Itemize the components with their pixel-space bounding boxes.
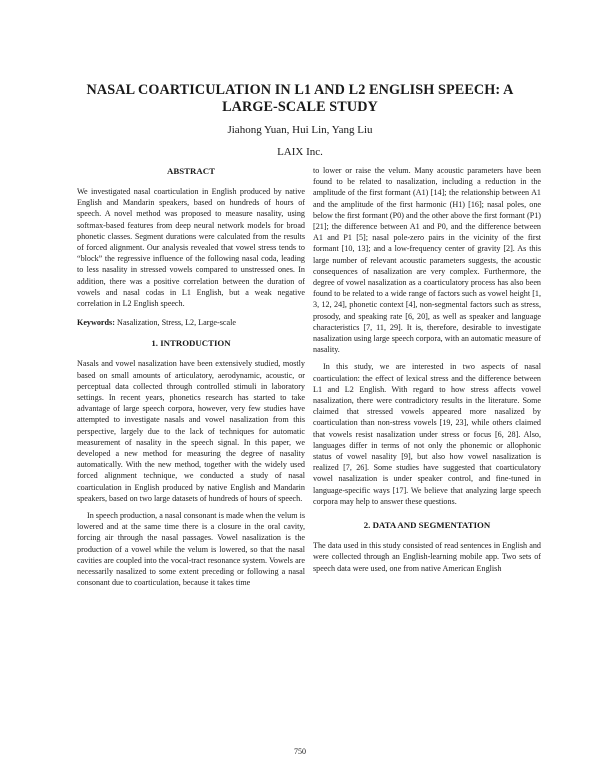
keywords-text: Nasalization, Stress, L2, Large-scale: [116, 318, 236, 328]
abstract-heading: ABSTRACT: [167, 166, 215, 176]
title-line-2: LARGE-SCALE STUDY: [222, 99, 378, 115]
authors: Jiahong Yuan, Hui Lin, Yang Liu: [227, 124, 373, 136]
keywords-label: Keywords:: [77, 318, 115, 328]
paper-title: [70, 82, 530, 116]
section-2-heading: 2. DATA AND SEGMENTATION: [363, 520, 491, 531]
title-line-1: NASAL COARTICULATION IN L1 AND L2 ENGLISH SPEECH: A: [86, 82, 514, 98]
section-1-paragraph-1: Nasals and vowel nasalization have been extensively studied, mostly based on small amounts of articulatory, aerodynamic, acoustic, or perceptual data collected through controlled stimuli in laboratory settings. In recent years, phonetics research has started to take advantage of large speech corpora, however, very few studies have attempted to investigate nasals and vowel nasalization from this perspective, largely due to the lack of techniques for automatic measurement of nasality in the speech signal. In this paper, we developed a new method for measuring the degree of nasality automatically. With the new method, together with the widely used forced alignment technique, we conducted a study of nasal coarticulation in English produced by native English and Mandarin speakers, based on two large datasets of hundreds of hours of speech.: [77, 359, 305, 503]
section-1-heading: 1. INTRODUCTION: [151, 338, 231, 349]
right-paragraph-2: In this study, we are interested in two aspects of nasal coarticulation: the effect of lexical stress and the difference between L1 and L2 English. With regard to how stress affects vowel nasalization, there were contradictory results in the literature. Some claimed that stressed vowels appeared more nasalized by coarticulation than non-stress vowels [19, 23], while others claimed that vowels resist nasalization under stress or focus [6, 28]. Also, languages differ in terms of not only the phonemic or allophonic status of vowel nasality [9], but also how vowel nasalization is realized [7, 26]. Some studies have suggested that coarticulatory vowel nasalization is under speaker control, and fine-tuned in language-specific ways [17]. We believe that analyzing large speech corpora may help to answer these questions.: [313, 362, 541, 506]
affiliation: LAIX Inc.: [277, 146, 323, 158]
page-number: 750: [294, 747, 306, 756]
section-2-paragraph-1: The data used in this study consisted of read sentences in English and were collected through an English-learning mobile app. Two sets of speech data were used, one from native American English: [313, 541, 541, 573]
section-1-paragraph-2: In speech production, a nasal consonant is made when the velum is lowered and at the same time there is a closure in the oral cavity, forcing air through the nasal passages. Vowel nasalization is the production of a vowel while the velum is lowered, so that the nasal cavities are coupled into the vocal-tract resonance system. Vowels are necessarily nasalized to some extent preceding or following a nasal consonant due to coarticulation, because it takes time: [77, 511, 305, 588]
left-column: [77, 165, 305, 589]
keywords: [77, 317, 305, 328]
right-column: [313, 165, 541, 574]
right-paragraph-1: to lower or raise the velum. Many acoustic parameters have been found to be related to nasalization, including a reduction in the amplitude of the first formant (A1) [14]; the relationship between A1 and the amplitude of the first harmonic (H1) [16]; nasal poles, one below the first formant (P0) and the other above the first formant (P1) [21]; the difference between A1 and P0, and the difference between A1 and P1 [5]; nasal pole-zero pairs in the vicinity of the first formant [10, 13]; and a low-frequency center of gravity [2]. As this large number of relevant acoustic parameters suggests, the acoustic consequences of nasalization are very complex. Furthermore, the degree of vowel nasalization as a coarticulatory process has also been found to be related to a wide range of factors such as vowel height [1, 3, 12, 24], phonetic context [4], non-segmental factors such as stress, prosody, and speaking rate [6, 20], as well as speaker and language characteristics [7, 11, 29]. It is, therefore, desirable to investigate nasalization using large speech corpora, with an automatic measure of nasality.: [313, 166, 541, 355]
abstract-text: We investigated nasal coarticulation in English produced by native English and Mandarin speakers, based on hundreds of hours of speech. A novel method was proposed to measure nasality, using softmax-based features from deep neural network models for broad phonetic classes. Segment durations were calculated from the results of forced alignment. Our analysis revealed that vowel stress tends to “block” the regressive influence of the following nasal coda, leading to less nasality in stressed vowels compared to unstressed ones. In addition, there was a positive correlation between the duration of vowels and nasal codas in L1 English, but a weak negative correlation in L2 English speech.: [77, 187, 305, 309]
